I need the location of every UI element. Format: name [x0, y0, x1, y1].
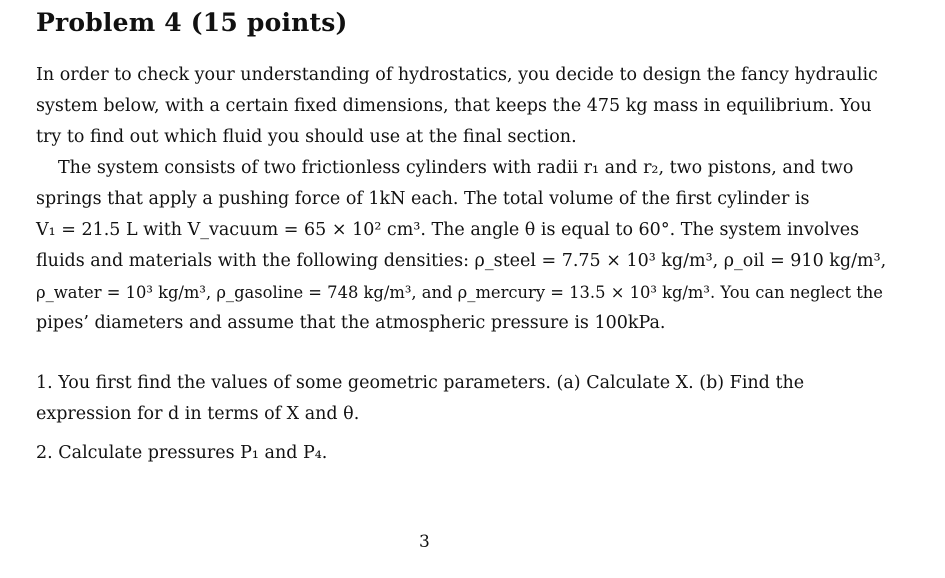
- intro-line: In order to check your understanding of hydrostatics, you decide to design the fancy hydraulic: [36, 65, 878, 85]
- question-1: [36, 368, 888, 430]
- question-1-line: expression for d in terms of X and θ.: [36, 404, 360, 424]
- intro-line: system below, with a certain fixed dimensions, that keeps the 475 kg mass in equilibrium. You: [36, 96, 872, 116]
- description-line: pipes’ diameters and assume that the atmospheric pressure is 100kPa.: [36, 313, 666, 333]
- description-line: ρ_water = 10³ kg/m³, ρ_gasoline = 748 kg/m³, and ρ_mercury = 13.5 × 10³ kg/m³. You can neglect the: [36, 283, 883, 302]
- question-2: [36, 438, 888, 469]
- intro-paragraph: [36, 60, 888, 153]
- description-line: fluids and materials with the following densities: ρ_steel = 7.75 × 10³ kg/m³, ρ_oil = 910 kg/m³,: [36, 251, 887, 271]
- description-line: The system consists of two frictionless cylinders with radii r₁ and r₂, two pistons, and two: [58, 158, 854, 178]
- question-1-line: 1. You first find the values of some geometric parameters. (a) Calculate X. (b) Find the: [36, 373, 805, 393]
- problem-title: Problem 4 (15 points): [36, 8, 348, 37]
- intro-line: try to find out which fluid you should use at the final section.: [36, 127, 577, 147]
- system-description-paragraph: [36, 153, 888, 339]
- question-2-line: 2. Calculate pressures P₁ and P₄.: [36, 443, 328, 463]
- page-number: 3: [419, 532, 430, 552]
- description-line: springs that apply a pushing force of 1kN each. The total volume of the first cylinder is: [36, 189, 810, 209]
- description-line: V₁ = 21.5 L with V_vacuum = 65 × 10² cm³. The angle θ is equal to 60°. The system involves: [36, 220, 860, 240]
